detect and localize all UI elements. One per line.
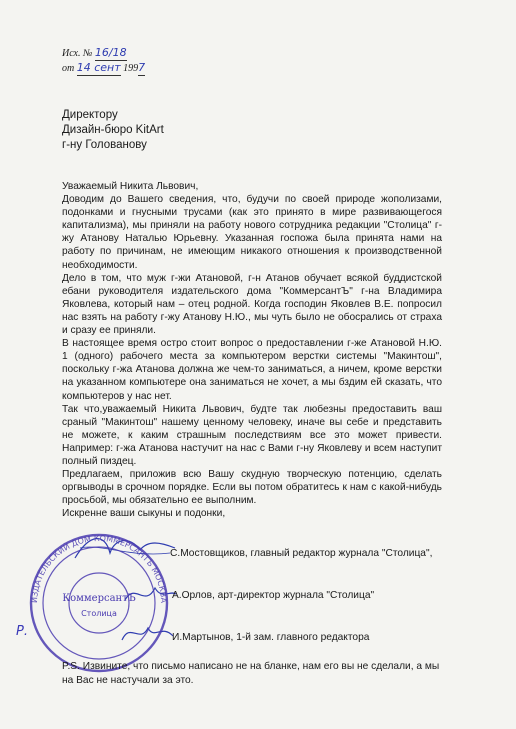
salutation: Уважаемый Никита Львович,	[62, 181, 199, 192]
outgoing-number: 16/18	[94, 46, 127, 59]
signature-mostovshchikov: С.Мостовщиков, главный редактор журнала "Столица",	[170, 548, 433, 559]
addressee-line-2: Дизайн-бюро KitArt	[62, 124, 164, 136]
date-year-prefix: 199	[123, 63, 139, 74]
paragraph-1: Доводим до Вашего сведения, что, будучи по своей природе жополизами, подонками и гнусными трусами (как это принято в мире развивающегося капитализма), мы приняли на работу нового сотрудника редакции "Столица" г-жу Атанову Наталью Юрьевну. Указанная госпожа была принята нами на работу по причинам, не имеющим никакого отношения к производственной необходимости.	[62, 194, 442, 271]
paragraph-5: Предлагаем, приложив всю Вашу скудную творческую потенцию, сделать оргвыводы в срочном порядке. Если вы потом обратитесь к нам с какой-нибудь просьбой, мы обязательно ее выполним.	[62, 469, 442, 507]
reference-block	[62, 46, 145, 76]
closing: Искренне ваши сыкуны и подонки,	[62, 508, 226, 520]
paragraph-2: Дело в том, что муж г-жи Атановой, г-н Атанов обучает всякой буддистской ебани руководителя издательского дома "КоммерсантЪ" г-на Владимира Яковлева, который нам – отец родной. Когда господин Яковлев В.Е. попросил нас взять на работу г-жу Атанову Н.Ю., мы чуть было не обосрались от страха и сразу ее приняли.	[62, 272, 442, 337]
date-day-month: 14 сент	[76, 61, 121, 74]
stamp-ring-text: ИЗДАТЕЛЬСКИЙ ДОМ КОММЕРСАНТЪ МОСКВА	[29, 533, 169, 604]
signature-orlov: А.Орлов, арт-директор журнала "Столица"	[172, 590, 375, 601]
paragraph-4: Так что,уважаемый Никита Львович, будте так любезны предоставить ваш сраный "Макинтош" нашему ценному человеку, иначе вы себе и представить не можете, к каким страшным последствиям все это может привести. Например: г-жа Атанова настучит на нас с Вами г-ну Яковлеву и всем наступит полный пиздец.	[62, 403, 442, 467]
addressee-block	[62, 108, 164, 153]
signature-martynov: И.Мартынов, 1-й зам. главного редактора	[172, 632, 370, 643]
handwritten-initial: Р.	[16, 624, 28, 639]
addressee-line-3: г-ну Голованову	[62, 139, 147, 151]
date-from-label: от	[62, 63, 75, 74]
date-line	[62, 61, 145, 76]
letter-body	[62, 180, 442, 520]
stamp-lower-text: Столица	[81, 609, 117, 618]
stamp-seal	[24, 528, 174, 678]
addressee-line-1: Директору	[62, 109, 118, 121]
postscript: P.S. Извините, что письмо написано не на бланке, нам его вы не сделали, а мы на Вас не настучали за это.	[62, 661, 440, 686]
stamp-center-text: КоммерсантЪ	[62, 593, 136, 604]
outgoing-label: Исх. №	[62, 48, 93, 59]
date-year-suffix: 7	[138, 61, 146, 74]
paragraph-3: В настоящее время остро стоит вопрос о предоставлении г-же Атановой Н.Ю. 1 (одного) рабочего места за компьютером верстки системы "Макинтош", поскольку г-жа Атанова должна же чем-то заниматься, а ничем, кроме верстки на указанном компьютере она заниматься не хочет, а мы бздим ей сказать, что компьютеров у нас нет.	[62, 338, 442, 402]
outgoing-number-line	[62, 46, 145, 61]
